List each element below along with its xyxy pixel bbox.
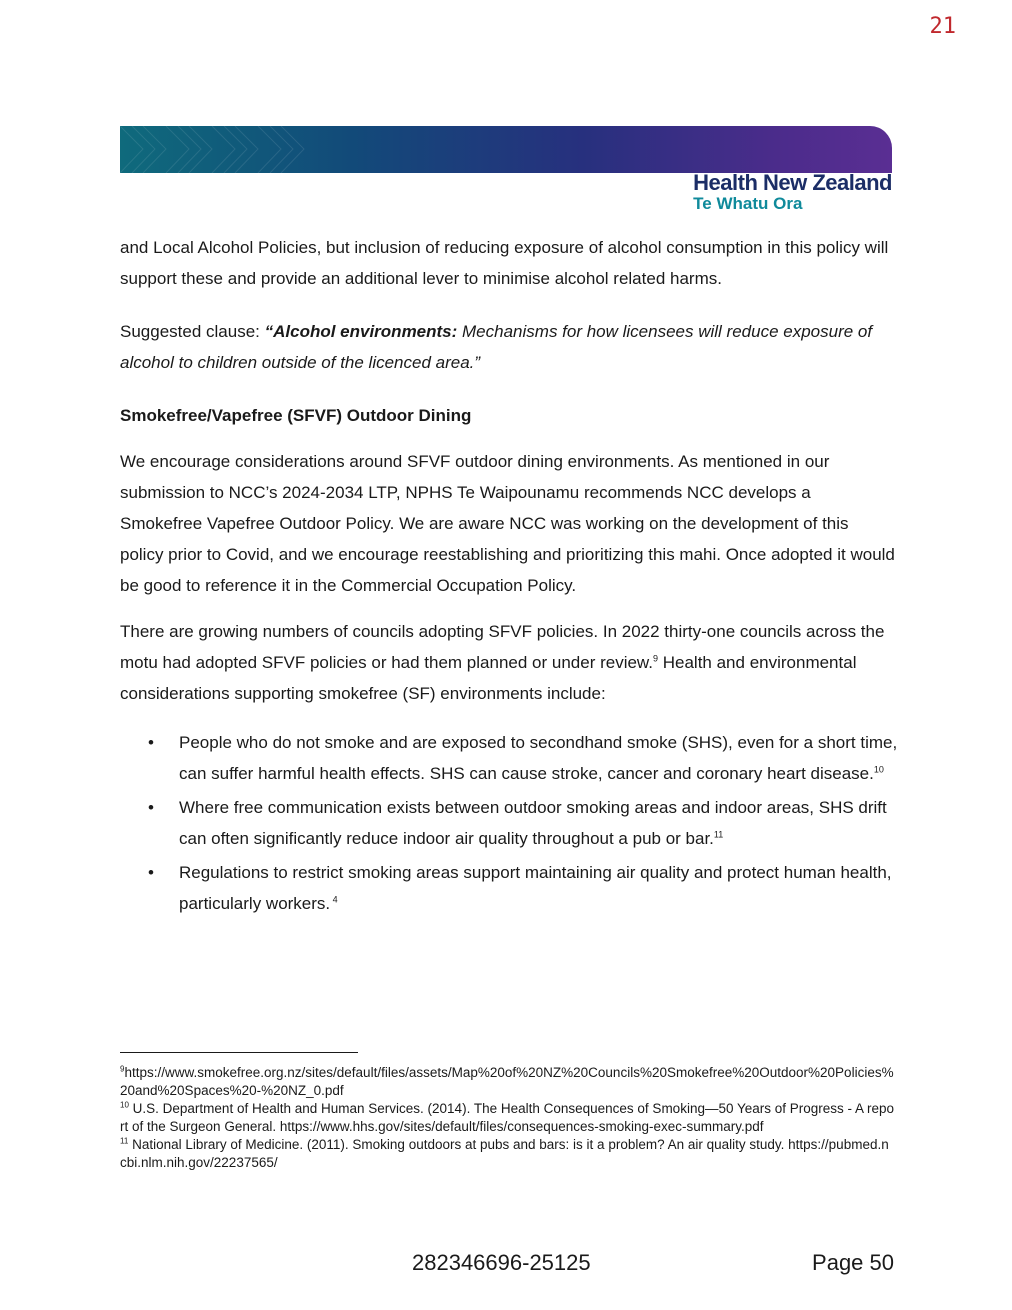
bullet-text: People who do not smoke and are exposed to secondhand smoke (SHS), even for a short time, can suffer harmful health effects. SHS can cause stroke, cancer and coronary heart disease. (179, 733, 898, 783)
footnote-citation[interactable]: National Library of Medicine. (2011). Smoking outdoors at pubs and bars: is it a problem? An air quality study. https://pubmed.ncbi.nlm.nih.gov/22237565/ (120, 1137, 889, 1170)
bullet-icon: • (148, 863, 154, 882)
bullet-list (148, 727, 898, 922)
footnotes (120, 1064, 895, 1172)
footnote-ref: 10 (873, 764, 884, 775)
footnote-11 (120, 1136, 895, 1172)
paragraph-sfvf-dining: We encourage considerations around SFVF outdoor dining environments. As mentioned in our submission to NCC’s 2024-2034 LTP, NPHS Te Waipounamu recommends NCC develops a Smokefree Vapefree Outdoor Policy. We are aware NCC was working on the development of this policy prior to Covid, and we encourage reestablishing and prioritizing this mahi. Once adopted it would be good to reference it in the Commercial Occupation Policy. (120, 452, 895, 595)
councils-text-2: Health and environmental considerations supporting smokefree (SF) environments include: (120, 653, 857, 703)
page-top-number: 21 (929, 14, 956, 39)
footnote-ref: 11 (713, 829, 724, 840)
footnote-citation[interactable]: U.S. Department of Health and Human Services. (2014). The Health Consequences of Smoking—50 Years of Progress - A report of the Surgeon General. https://www.hhs.gov/sites/default/files/consequences-smoking-exec-summary.pdf (120, 1101, 895, 1134)
bullet-icon: • (148, 798, 154, 817)
clause-bold-quote: “Alcohol environments: (264, 322, 458, 341)
logo-main-text: Health New Zealand (693, 170, 892, 195)
councils-text-1: There are growing numbers of councils adopting SFVF policies. In 2022 thirty-one councils across the motu had adopted SFVF policies or had them planned or under review. (120, 622, 885, 672)
list-item (148, 857, 898, 919)
document-id: 282346696-25125 (412, 1250, 591, 1275)
logo-sub-text: Te Whatu Ora (693, 194, 803, 213)
footnote-divider (120, 1052, 358, 1053)
footnote-ref: 4 (330, 894, 338, 905)
footnote-marker: 11 (120, 1136, 129, 1146)
clause-prefix: Suggested clause: (120, 322, 265, 341)
bullet-icon: • (148, 733, 154, 752)
footnote-9 (120, 1064, 895, 1100)
footnote-marker: 10 (120, 1100, 129, 1110)
page-number: Page 50 (812, 1250, 894, 1275)
footnote-10 (120, 1100, 895, 1136)
list-item (148, 727, 898, 789)
section-heading: Smokefree/Vapefree (SFVF) Outdoor Dining (120, 406, 472, 425)
bullet-text: Regulations to restrict smoking areas support maintaining air quality and protect human health, particularly workers. (179, 863, 892, 913)
footnote-marker: 9 (120, 1064, 125, 1074)
header-banner (120, 126, 892, 173)
banner-pattern-icon (120, 126, 892, 173)
suggested-clause (120, 316, 895, 378)
clause-italic-text: Mechanisms for how licensees will reduce exposure of alcohol to children outside of the licenced area.” (120, 322, 873, 372)
paragraph-councils (120, 616, 895, 709)
footnote-link[interactable]: https://www.smokefree.org.nz/sites/default/files/assets/Map%20of%20NZ%20Councils%20Smokefree%20Outdoor%20Policies%20and%20Spaces%20-%20NZ_0.pdf (120, 1065, 894, 1098)
paragraph-alcohol-policies: and Local Alcohol Policies, but inclusion of reducing exposure of alcohol consumption in this policy will support these and provide an additional lever to minimise alcohol related harms. (120, 238, 889, 288)
list-item (148, 792, 898, 854)
bullet-text: Where free communication exists between outdoor smoking areas and indoor areas, SHS drift can often significantly reduce indoor air quality throughout a pub or bar. (179, 798, 887, 848)
footnote-ref-9: 9 (653, 653, 659, 664)
health-nz-logo (693, 172, 892, 212)
